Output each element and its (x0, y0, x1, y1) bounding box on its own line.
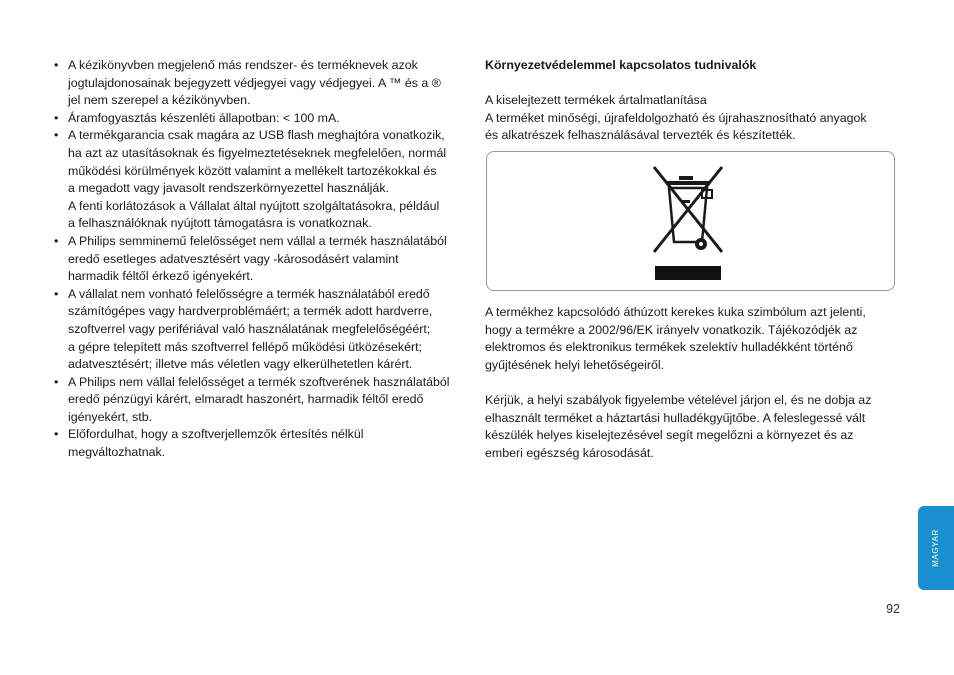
text-line: • Áramfogyasztás készenléti állapotban: < 100 mA. (68, 110, 340, 125)
text-line: a gépre telepített más szoftverrel fellépő működési ütközésekért; (68, 339, 422, 354)
text-line: készülék helyes kiselejtezésével segít megelőzni a környezet és az (485, 428, 854, 443)
text-line: ha azt az utasításoknak és figyelmeztetéseknek megfelelően, normál (68, 145, 447, 160)
language-tab-label: MAGYAR (931, 529, 941, 567)
text-line: számítógépes vagy hardverproblémáért; a termék adott hardverre, (68, 304, 433, 319)
text-line: emberi egészség károsodását. (485, 445, 654, 460)
page-number: 92 (886, 602, 900, 616)
text-line: A fenti korlátozások a Vállalat által nyújtott szolgáltatásokra, például (68, 198, 440, 213)
bullet-software-changes (54, 426, 470, 461)
text-line: A termékhez kapcsolódó áthúzott kerekes kuka szimbólum azt jelenti, (485, 305, 866, 319)
text-line: • A Philips nem vállal felelősséget a termék szoftverének használatából (68, 374, 450, 389)
text-line: működési körülmények között valamint a mellékelt tartozékokkal és (68, 163, 437, 178)
environment-section (485, 57, 905, 145)
text-line: szoftverrel vagy perifériával való használatának megfelelőségéért; (68, 321, 431, 336)
text-line: a felhasználóknak nyújtott támogatásra is vonatkoznak. (68, 216, 372, 231)
section-heading: Környezetvédelemmel kapcsolatos tudnivalók (485, 58, 757, 72)
bullet-financial-damage (54, 374, 470, 427)
text-line: A kiselejtezett termékek ártalmatlanítása (485, 93, 707, 108)
text-line: jel nem szerepel a kézikönyvben. (68, 93, 251, 108)
text-line: elektromos és elektronikus termékek szelektív hulladékként történő (485, 340, 853, 355)
text-line: megváltozhatnak. (68, 445, 166, 460)
weee-symbol-box (486, 151, 895, 291)
text-line: • Előfordulhat, hogy a szoftverjellemzők értesítés nélkül (68, 427, 364, 442)
text-line: adatvesztésért; illetve más véletlen vagy elkerülhetetlen kárért. (68, 357, 413, 372)
weee-explanation (485, 304, 905, 462)
bullet-warranty (54, 127, 470, 233)
text-line: • A vállalat nem vonható felelősségre a termék használatából eredő (68, 286, 430, 301)
text-line: A terméket minőségi, újrafeldolgozható és újrahasznosítható anyagok (485, 110, 867, 125)
text-line: • A termékgarancia csak magára az USB flash meghajtóra vonatkozik, (68, 128, 445, 143)
text-line: elhasznált terméket a háztartási hulladékgyűjtőbe. A feleslegessé vált (485, 410, 866, 425)
text-line: jogtulajdonosainak bejegyzett védjegyei vagy védjegyei. A ™ és a ® (68, 75, 441, 90)
text-line: igényekért, stb. (68, 409, 153, 424)
text-line: eredő esetleges adatvesztésért vagy -károsodásért valamint (68, 251, 399, 266)
crossed-out-wheelie-bin-icon (646, 162, 736, 284)
text-line: gyűjtésének helyi lehetőségeiről. (485, 357, 665, 372)
language-tab (918, 506, 954, 590)
bullet-liability (54, 286, 470, 374)
text-line: a megadott vagy javasolt rendszerkörnyezettel használják. (68, 181, 389, 196)
text-line: hogy a termékre a 2002/96/EK irányelv vonatkozik. Tájékozódjék az (485, 322, 858, 337)
text-line: • A kézikönyvben megjelenő más rendszer- és terméknevek azok (68, 58, 418, 72)
text-line: harmadik féltől érkező igényekért. (68, 269, 254, 284)
bullet-standby-power (54, 110, 470, 128)
text-line: eredő pénzügyi kárért, elmaradt haszonért, harmadik féltől eredő (68, 392, 424, 407)
text-line: és alkatrészek felhasználásával tervezték és készítették. (485, 128, 796, 143)
bullet-data-loss (54, 233, 470, 286)
text-line: • A Philips semminemű felelősséget nem vállal a termék használatából (68, 233, 447, 248)
bullet-trademarks (54, 57, 470, 110)
text-line: Kérjük, a helyi szabályok figyelembe vételével járjon el, és ne dobja az (485, 392, 872, 407)
disclaimer-list (54, 57, 470, 462)
